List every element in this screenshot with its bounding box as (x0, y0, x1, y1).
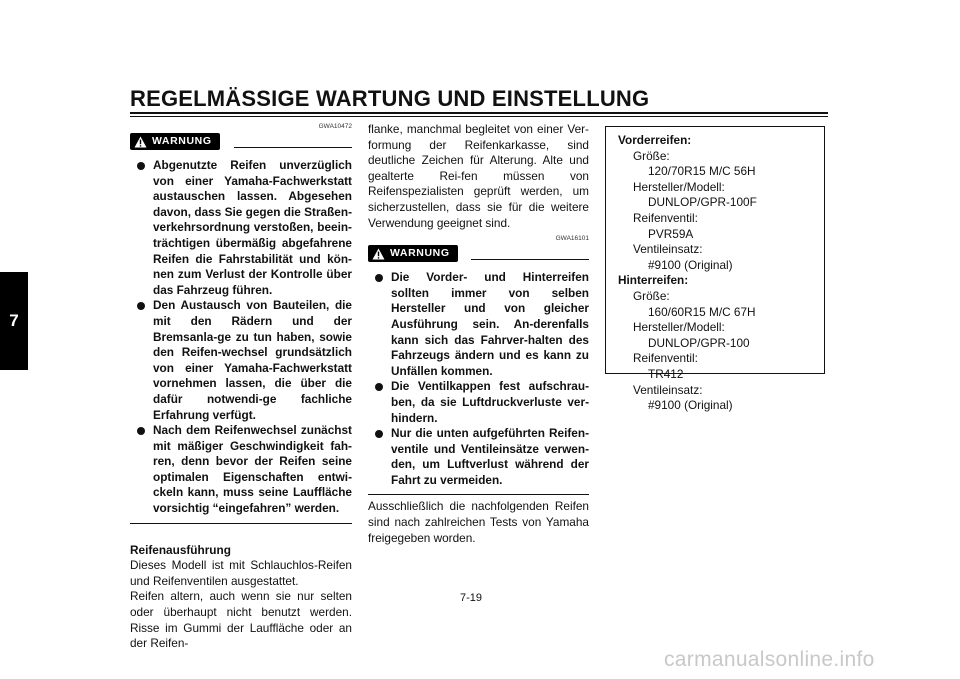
bullet-icon (137, 427, 145, 435)
paragraph: Dieses Modell ist mit Schlauchlos-Reifen und Reifenventilen ausgestattet. (130, 558, 352, 588)
warning-ref-code: GWA16101 (555, 235, 589, 243)
page-title: REGELMÄSSIGE WARTUNG UND EINSTELLUNG (130, 86, 650, 111)
warning-ref-code: GWA10472 (318, 123, 352, 130)
warning-header (130, 133, 352, 153)
bullet-icon (375, 274, 383, 282)
bullet-icon (375, 383, 383, 391)
spec-label: Ventileinsatz: (633, 242, 703, 257)
rear-tire-heading: Hinterreifen: (618, 273, 689, 288)
middle-column (368, 122, 589, 546)
spec-value: 160/60R15 M/C 67H (648, 304, 756, 319)
spec-value: 120/70R15 M/C 56H (648, 164, 756, 179)
spec-value: PVR59A (648, 226, 694, 241)
warning-label: WARNUNG (390, 246, 450, 259)
paragraph: Ausschließlich die nachfolgenden Reifen sind nach zahlreichen Tests von Yamaha freigegeben worden. (368, 499, 589, 545)
spec-label: Hersteller/Modell: (633, 179, 725, 194)
spec-value: TR412 (648, 366, 684, 381)
warning-item: Die Vorder- und Hinterreifen sollten immer von selben Hersteller und von gleicher Ausführung sein. An-derenfalls kann sich das Fahrver-halten des Fahrzeugs ändern und es kann zu Unfällen kommen. (368, 270, 589, 379)
watermark: carmanualsonline.info (664, 648, 875, 671)
warning-end-rule (130, 523, 352, 524)
tire-spec-box (605, 126, 825, 413)
spec-label: Größe: (633, 148, 670, 163)
chapter-tab: 7 (0, 272, 28, 370)
bullet-icon (137, 162, 145, 170)
spec-label: Größe: (633, 288, 670, 303)
warning-item: Nur die unten aufgeführten Reifen-ventile und Ventileinsätze verwen-den, um Luftverlust während der Fahrt zu vermeiden. (368, 426, 589, 488)
paragraph: Reifen altern, auch wenn sie nur selten oder überhaupt nicht benutzt werden. Risse im Gummi der Lauffläche oder an der Reifen- (130, 589, 352, 651)
header-rule (130, 112, 828, 114)
warning-end-rule (368, 494, 589, 495)
warning-item: Nach dem Reifenwechsel zunächst mit mäßiger Geschwindigkeit fah-ren, denn bevor der Reifen seine optimalen Eigenschaften entwi-ckeln kann, muss seine Lauffläche vorsichtig “eingefahren” werden. (130, 423, 352, 517)
warning-badge (130, 133, 220, 150)
header-rule-thin (130, 116, 828, 117)
warning-rule (234, 147, 352, 148)
warning-label: WARNUNG (152, 134, 212, 147)
spec-value: #9100 (Original) (648, 257, 733, 272)
section-heading: Reifenausführung (130, 542, 231, 557)
spec-value: #9100 (Original) (648, 398, 733, 413)
left-column (130, 122, 352, 652)
warning-rule (471, 259, 589, 260)
warning-item: Den Austausch von Bauteilen, die mit den Rädern und der Bremsanla-ge zu tun haben, sowie den Reifen-wechsel grundsätzlich von einer Yamaha-Fachwerkstatt vornehmen lassen, die über die dafür notwendi-ge fachliche Erfahrung verfügt. (130, 298, 352, 423)
warning-badge (368, 245, 458, 262)
front-tire-heading: Vorderreifen: (618, 133, 692, 147)
bullet-icon (137, 302, 145, 310)
spec-label: Reifenventil: (633, 210, 698, 225)
spec-label: Hersteller/Modell: (633, 320, 725, 335)
warning-list (130, 158, 352, 517)
warning-header (368, 245, 589, 265)
warning-item: Die Ventilkappen fest aufschrau-ben, da sie Luftdruckverluste ver-hindern. (368, 379, 589, 426)
paragraph: flanke, manchmal begleitet von einer Ver-formung der Reifenkarkasse, sind deutliche Zeichen für Alterung. Alte und gealterte Rei-fen müssen von Reifenspezialisten geprüft werden, um sicherzustellen, dass sie für die weitere Verwendung geeignet sind. (368, 122, 589, 230)
warning-list (368, 270, 589, 488)
spec-value: DUNLOP/GPR-100F (648, 195, 757, 210)
page-number: 7-19 (460, 592, 483, 604)
warning-item: Abgenutzte Reifen unverzüglich von einer Yamaha-Fachwerkstatt austauschen lassen. Abgesehen davon, dass Sie gegen die Straßen-verkehrsordnung verstoßen, beein-trächtigen übermäßig abgefahrene Reifen die Fahrstabilität und kön-nen zum Verlust der Kontrolle über das Fahrzeug führen. (130, 158, 352, 298)
spec-value: DUNLOP/GPR-100 (648, 335, 750, 350)
warning-triangle-icon (372, 248, 385, 260)
spec-label: Ventileinsatz: (633, 382, 703, 397)
warning-triangle-icon (134, 136, 147, 148)
spec-label: Reifenventil: (633, 351, 698, 366)
bullet-icon (375, 430, 383, 438)
